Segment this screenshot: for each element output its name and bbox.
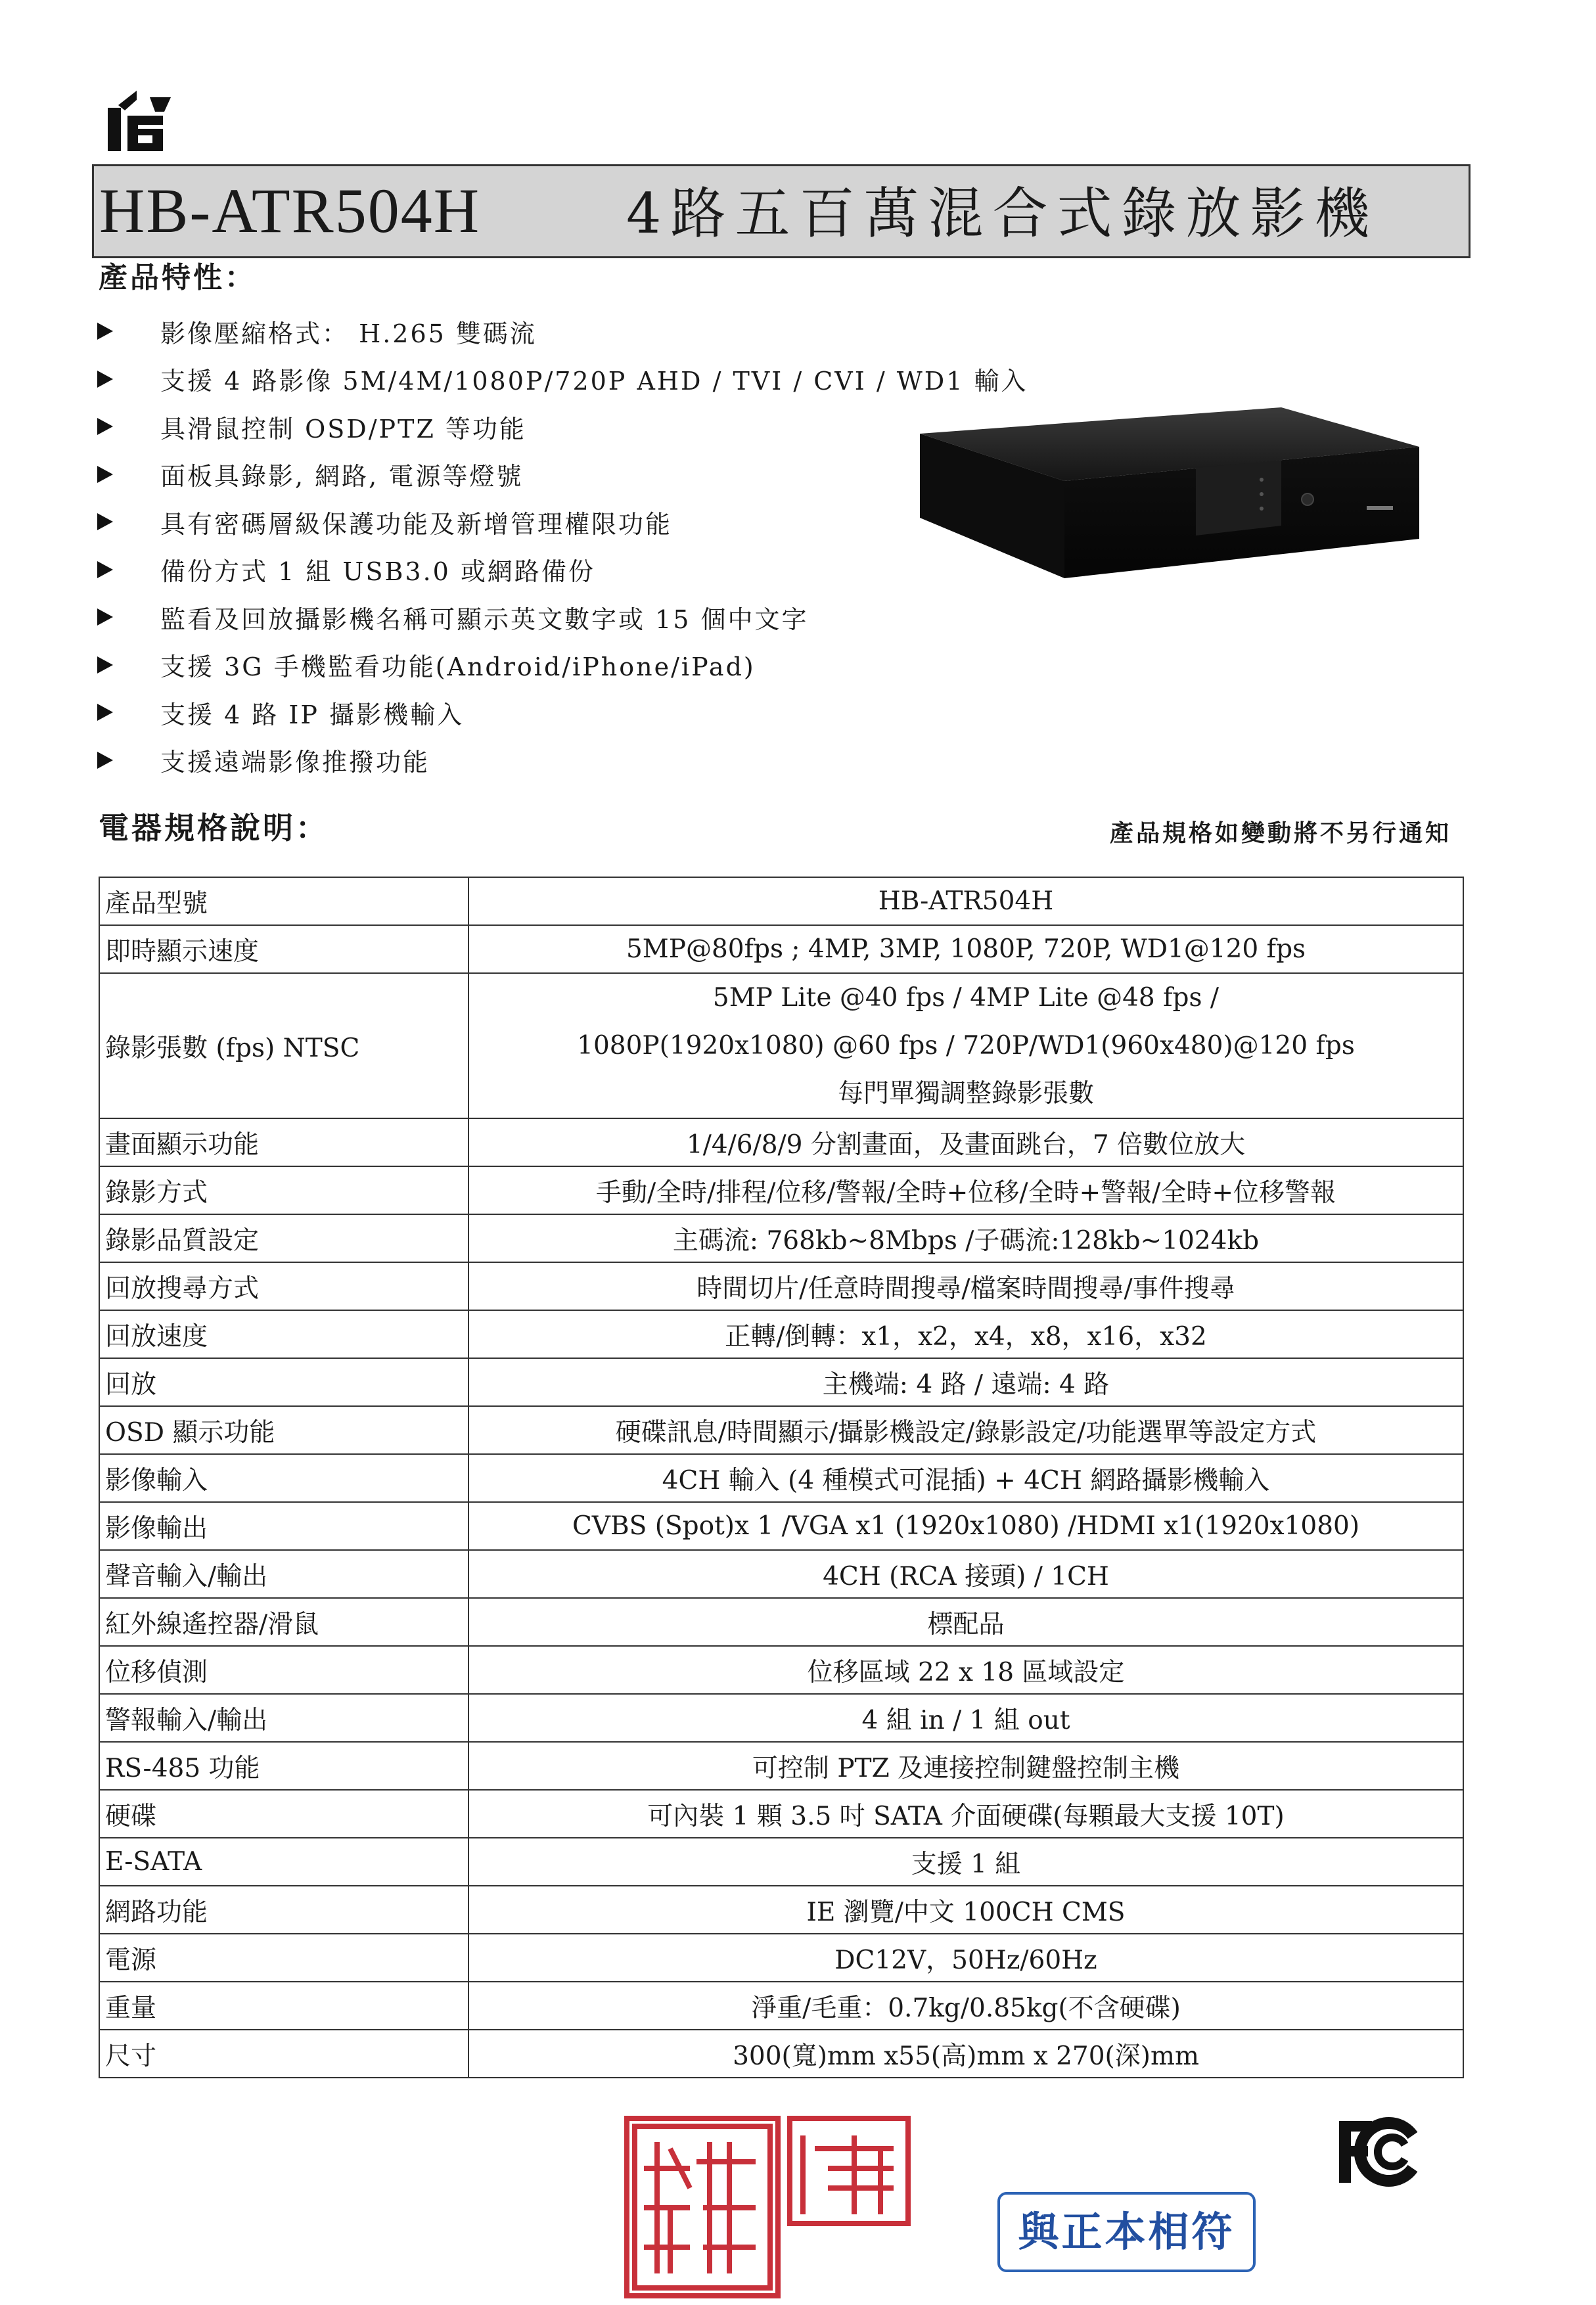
spec-value: 1/4/6/8/9 分割畫面，及畫面跳台，7 倍數位放大 <box>468 1118 1463 1166</box>
spec-row <box>99 1118 1463 1166</box>
spec-value: CVBS (Spot)x 1 /VGA x1 (1920x1080) /HDMI x1(1920x1080) <box>468 1502 1463 1550</box>
feature-text: 影像壓縮格式： H.265 雙碼流 <box>160 319 537 348</box>
spec-row <box>99 973 1463 1118</box>
spec-value: 硬碟訊息/時間顯示/攝影機設定/錄影設定/功能選單等設定方式 <box>468 1406 1463 1454</box>
spec-value: 可控制 PTZ 及連接控制鍵盤控制主機 <box>468 1742 1463 1790</box>
spec-label: RS-485 功能 <box>99 1742 468 1790</box>
spec-label: 影像輸入 <box>99 1454 468 1502</box>
spec-label: 重量 <box>99 1982 468 2030</box>
title-bar <box>92 164 1471 258</box>
feature-item <box>97 689 1028 737</box>
bullet-triangle-icon <box>97 371 113 388</box>
feature-text: 監看及回放攝影機名稱可顯示英文數字或 15 個中文字 <box>160 605 809 634</box>
bullet-triangle-icon <box>97 656 113 673</box>
product-photo <box>913 407 1426 605</box>
bullet-triangle-icon <box>97 323 113 340</box>
feature-text: 支援遠端影像推撥功能 <box>160 748 430 777</box>
spec-value: 4 組 in / 1 組 out <box>468 1694 1463 1742</box>
spec-value-line: 5MP Lite @40 fps / 4MP Lite @48 fps / <box>712 983 1220 1013</box>
spec-value: 可內裝 1 顆 3.5 吋 SATA 介面硬碟(每顆最大支援 10T) <box>468 1790 1463 1838</box>
spec-label: 回放 <box>99 1358 468 1406</box>
spec-value: 主碼流: 768kb~8Mbps /子碼流:128kb~1024kb <box>468 1214 1463 1262</box>
spec-label: 聲音輸入/輸出 <box>99 1550 468 1598</box>
bullet-triangle-icon <box>97 418 113 435</box>
spec-value-line: 每門單獨調整錄影張數 <box>837 1079 1094 1108</box>
company-seal-stamps <box>618 2109 920 2303</box>
feature-item <box>97 403 1028 451</box>
feature-text: 備份方式 1 組 USB3.0 或網路備份 <box>160 557 595 587</box>
certified-copy-stamp: 與正本相符 <box>997 2192 1256 2272</box>
spec-label: 警報輸入/輸出 <box>99 1694 468 1742</box>
spec-value <box>468 973 1463 1118</box>
feature-text: 面板具錄影, 網路, 電源等燈號 <box>160 462 524 491</box>
spec-label: E-SATA <box>99 1838 468 1886</box>
bullet-triangle-icon <box>97 466 113 483</box>
features-heading: 產品特性： <box>99 261 256 294</box>
spec-row <box>99 1358 1463 1406</box>
feature-item <box>97 451 1028 499</box>
company-logo <box>99 85 184 158</box>
spec-row <box>99 1214 1463 1262</box>
spec-label: 回放速度 <box>99 1310 468 1358</box>
feature-item <box>97 308 1028 355</box>
spec-row <box>99 1694 1463 1742</box>
spec-label: 電源 <box>99 1934 468 1982</box>
bullet-triangle-icon <box>97 513 113 530</box>
spec-value: HB-ATR504H <box>468 877 1463 925</box>
spec-row <box>99 1502 1463 1550</box>
spec-value: 300(寬)mm x55(高)mm x 270(深)mm <box>468 2030 1463 2078</box>
spec-row <box>99 1406 1463 1454</box>
spec-value: 4CH (RCA 接頭) / 1CH <box>468 1550 1463 1598</box>
model-number: HB-ATR504H <box>99 175 481 246</box>
bullet-triangle-icon <box>97 608 113 626</box>
spec-row <box>99 2030 1463 2078</box>
spec-label: 產品型號 <box>99 877 468 925</box>
bullet-triangle-icon <box>97 752 113 769</box>
product-name: 4路五百萬混合式錄放影機 <box>626 181 1379 246</box>
spec-label: 畫面顯示功能 <box>99 1118 468 1166</box>
spec-label: 錄影張數 (fps) NTSC <box>99 973 468 1118</box>
spec-value: 標配品 <box>468 1598 1463 1646</box>
spec-notice: 產品規格如變動將不另行通知 <box>1109 820 1451 847</box>
spec-label: 影像輸出 <box>99 1502 468 1550</box>
spec-row <box>99 1550 1463 1598</box>
spec-label: 回放搜尋方式 <box>99 1262 468 1310</box>
feature-text: 支援 3G 手機監看功能(Android/iPhone/iPad) <box>160 652 756 682</box>
spec-label: 錄影品質設定 <box>99 1214 468 1262</box>
spec-row <box>99 1742 1463 1790</box>
feature-item <box>97 546 1028 594</box>
spec-value: 時間切片/任意時間搜尋/檔案時間搜尋/事件搜尋 <box>468 1262 1463 1310</box>
spec-value: 4CH 輸入 (4 種模式可混插) + 4CH 網路攝影機輸入 <box>468 1454 1463 1502</box>
feature-text: 具有密碼層級保護功能及新增管理權限功能 <box>160 509 673 539</box>
spec-value: 5MP@80fps ; 4MP, 3MP, 1080P, 720P, WD1@120 fps <box>468 925 1463 973</box>
spec-label: 即時顯示速度 <box>99 925 468 973</box>
spec-row <box>99 1454 1463 1502</box>
spec-row <box>99 1598 1463 1646</box>
feature-item <box>97 737 1028 785</box>
spec-value: 淨重/毛重：0.7kg/0.85kg(不含硬碟) <box>468 1982 1463 2030</box>
spec-value: 手動/全時/排程/位移/警報/全時+位移/全時+警報/全時+位移警報 <box>468 1166 1463 1214</box>
spec-row <box>99 925 1463 973</box>
spec-row <box>99 1886 1463 1934</box>
feature-text: 支援 4 路影像 5M/4M/1080P/720P AHD / TVI / CVI / WD1 輸入 <box>160 367 1028 396</box>
spec-label: 尺寸 <box>99 2030 468 2078</box>
spec-row <box>99 1838 1463 1886</box>
specs-heading: 電器規格說明： <box>99 810 329 846</box>
feature-item <box>97 641 1028 689</box>
spec-label: OSD 顯示功能 <box>99 1406 468 1454</box>
feature-text: 具滑鼠控制 OSD/PTZ 等功能 <box>160 414 526 444</box>
spec-label: 位移偵測 <box>99 1646 468 1694</box>
spec-value-line: 1080P(1920x1080) @60 fps / 720P/WD1(960x480)@120 fps <box>577 1031 1355 1061</box>
fcc-logo <box>1334 2116 1426 2188</box>
spec-row <box>99 1166 1463 1214</box>
features-list <box>97 308 1028 784</box>
spec-label: 紅外線遙控器/滑鼠 <box>99 1598 468 1646</box>
spec-value: DC12V，50Hz/60Hz <box>468 1934 1463 1982</box>
spec-value: IE 瀏覽/中文 100CH CMS <box>468 1886 1463 1934</box>
spec-row <box>99 1646 1463 1694</box>
feature-text: 支援 4 路 IP 攝影機輸入 <box>160 700 465 729</box>
spec-value: 位移區域 22 x 18 區域設定 <box>468 1646 1463 1694</box>
feature-item <box>97 498 1028 546</box>
spec-table <box>99 877 1464 2078</box>
spec-row <box>99 1310 1463 1358</box>
spec-row <box>99 1790 1463 1838</box>
spec-value: 主機端: 4 路 / 遠端: 4 路 <box>468 1358 1463 1406</box>
bullet-triangle-icon <box>97 704 113 721</box>
spec-label: 硬碟 <box>99 1790 468 1838</box>
spec-row <box>99 877 1463 925</box>
spec-row <box>99 1982 1463 2030</box>
feature-item <box>97 593 1028 641</box>
spec-value: 正轉/倒轉：x1，x2，x4，x8，x16，x32 <box>468 1310 1463 1358</box>
bullet-triangle-icon <box>97 561 113 578</box>
spec-row <box>99 1262 1463 1310</box>
spec-label: 網路功能 <box>99 1886 468 1934</box>
feature-item <box>97 355 1028 403</box>
spec-row <box>99 1934 1463 1982</box>
spec-label: 錄影方式 <box>99 1166 468 1214</box>
spec-value: 支援 1 組 <box>468 1838 1463 1886</box>
